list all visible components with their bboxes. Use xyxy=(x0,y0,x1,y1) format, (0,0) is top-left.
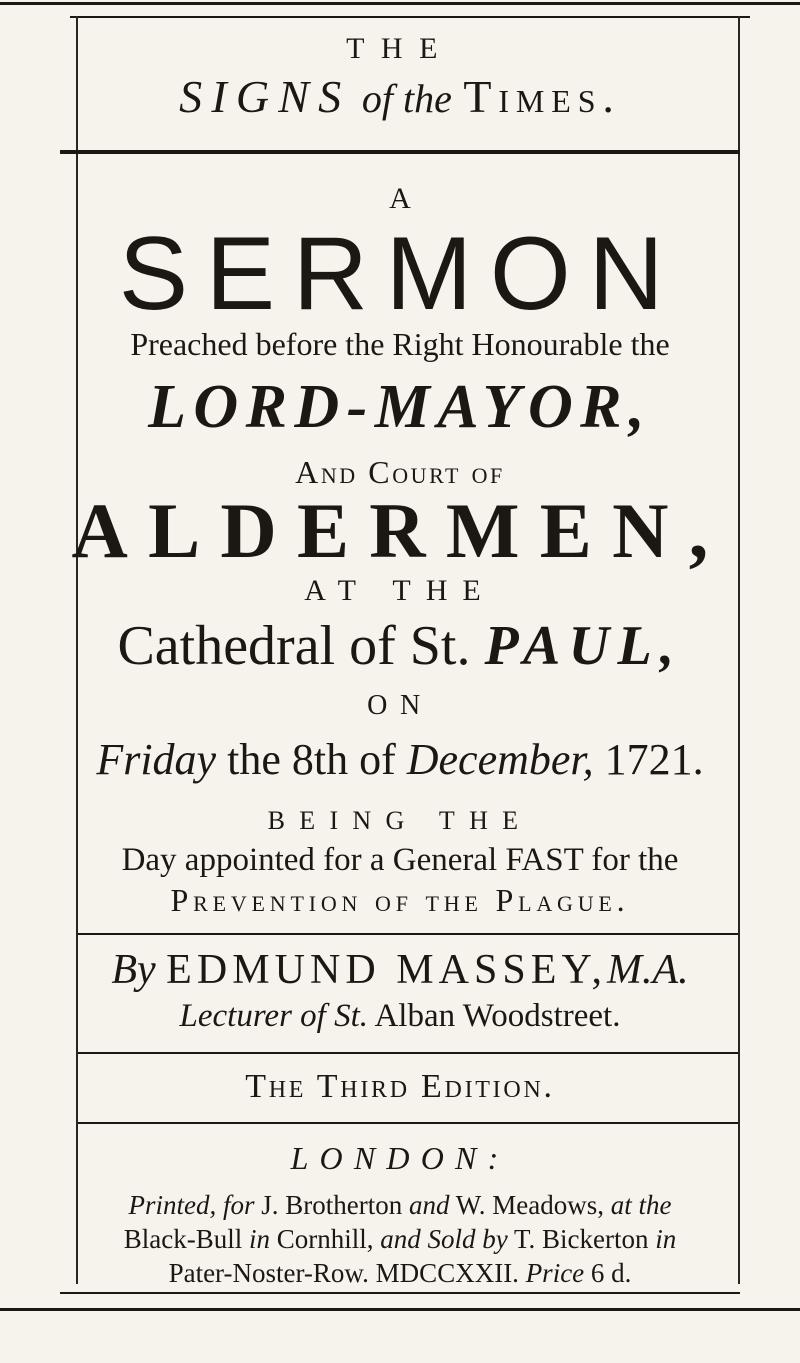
top-border-rule xyxy=(0,2,800,5)
meadows-text: W. Meadows, xyxy=(455,1190,605,1220)
prevention-text: Prevention of the Plague. xyxy=(170,882,630,918)
prevention-line xyxy=(60,882,740,919)
sold-by-text: and Sold by xyxy=(380,1224,508,1254)
date-line xyxy=(60,734,740,785)
in-text: in xyxy=(248,1224,270,1254)
year-text: 1721. xyxy=(604,735,704,784)
london-line xyxy=(60,1140,740,1177)
pater-noster-text: Pater-Noster-Row. MDCCXXII. xyxy=(168,1258,519,1288)
header-the xyxy=(60,32,740,66)
of-the-words: of the xyxy=(361,76,452,121)
aldermen-text: ALDERMEN, xyxy=(71,487,729,574)
preached-text: Preached before the Right Honourable the xyxy=(130,326,670,362)
printed-text: Printed, xyxy=(128,1190,217,1220)
on-text: ON xyxy=(367,690,433,721)
lecturer-text: Lecturer of St. xyxy=(179,998,369,1034)
day-appointed-text: Day appointed for a General FAST for the xyxy=(121,842,679,878)
at-the-imprint-text: at the xyxy=(610,1190,672,1220)
header-rule xyxy=(60,150,740,154)
price-label: Price xyxy=(525,1258,585,1288)
by-text: By xyxy=(111,947,156,993)
paul-text: PAUL, xyxy=(484,615,683,677)
on-line xyxy=(60,690,740,722)
day-appointed-line xyxy=(60,842,740,879)
sermon-text: SERMON xyxy=(118,216,682,332)
edition-line xyxy=(60,1068,740,1106)
article-a xyxy=(60,182,740,216)
lord-mayor-text: LORD-MAYOR, xyxy=(148,373,652,441)
cathedral-text: Cathedral of St. xyxy=(117,615,471,677)
bickerton-text: T. Bickerton xyxy=(514,1224,649,1254)
being-the-text: BEING THE xyxy=(267,806,533,835)
header-the-text: THE xyxy=(346,32,454,65)
the-8th-text: the 8th of xyxy=(227,735,396,784)
for-text: for xyxy=(222,1190,255,1220)
at-the-line xyxy=(60,574,740,608)
at-the-text: AT THE xyxy=(304,574,496,607)
author-rule xyxy=(78,933,738,935)
header-signs-line xyxy=(60,70,740,123)
times-word: Times. xyxy=(463,71,621,122)
bottom-inner-rule xyxy=(60,1292,740,1294)
edition-rule-top xyxy=(78,1052,738,1054)
preached-line xyxy=(60,326,740,363)
aldermen-line xyxy=(60,488,740,574)
lord-mayor-line xyxy=(60,372,740,443)
december-text: December, xyxy=(406,735,594,784)
article-a-text: A xyxy=(389,182,411,215)
court-text: And Court of xyxy=(295,454,505,490)
degree-text: M.A. xyxy=(607,947,689,993)
bottom-border-rule xyxy=(0,1308,800,1311)
being-the-line xyxy=(60,806,740,836)
imprint-line-2 xyxy=(60,1224,740,1255)
signs-word: SIGNS xyxy=(179,71,351,122)
imprint-line-3 xyxy=(60,1258,740,1289)
and-text: and xyxy=(409,1190,450,1220)
top-inner-rule xyxy=(70,16,750,18)
friday-text: Friday xyxy=(96,735,217,784)
in-2-text: in xyxy=(655,1224,677,1254)
london-text: LONDON: xyxy=(290,1140,510,1176)
author-name-text: EDMUND MASSEY, xyxy=(166,947,607,993)
cornhill-text: Cornhill, xyxy=(276,1224,374,1254)
edition-text: The Third Edition. xyxy=(245,1068,555,1105)
imprint-line-1 xyxy=(60,1190,740,1221)
price-amount: 6 d. xyxy=(590,1258,632,1288)
cathedral-line xyxy=(60,614,740,678)
sermon-heading xyxy=(60,216,740,332)
black-bull-text: Black-Bull xyxy=(123,1224,243,1254)
author-line xyxy=(60,946,740,994)
alban-text: Alban Woodstreet. xyxy=(374,998,621,1034)
edition-rule-bottom xyxy=(78,1122,738,1124)
brotherton-text: J. Brotherton xyxy=(261,1190,403,1220)
court-line xyxy=(60,454,740,491)
lecturer-line xyxy=(60,998,740,1035)
